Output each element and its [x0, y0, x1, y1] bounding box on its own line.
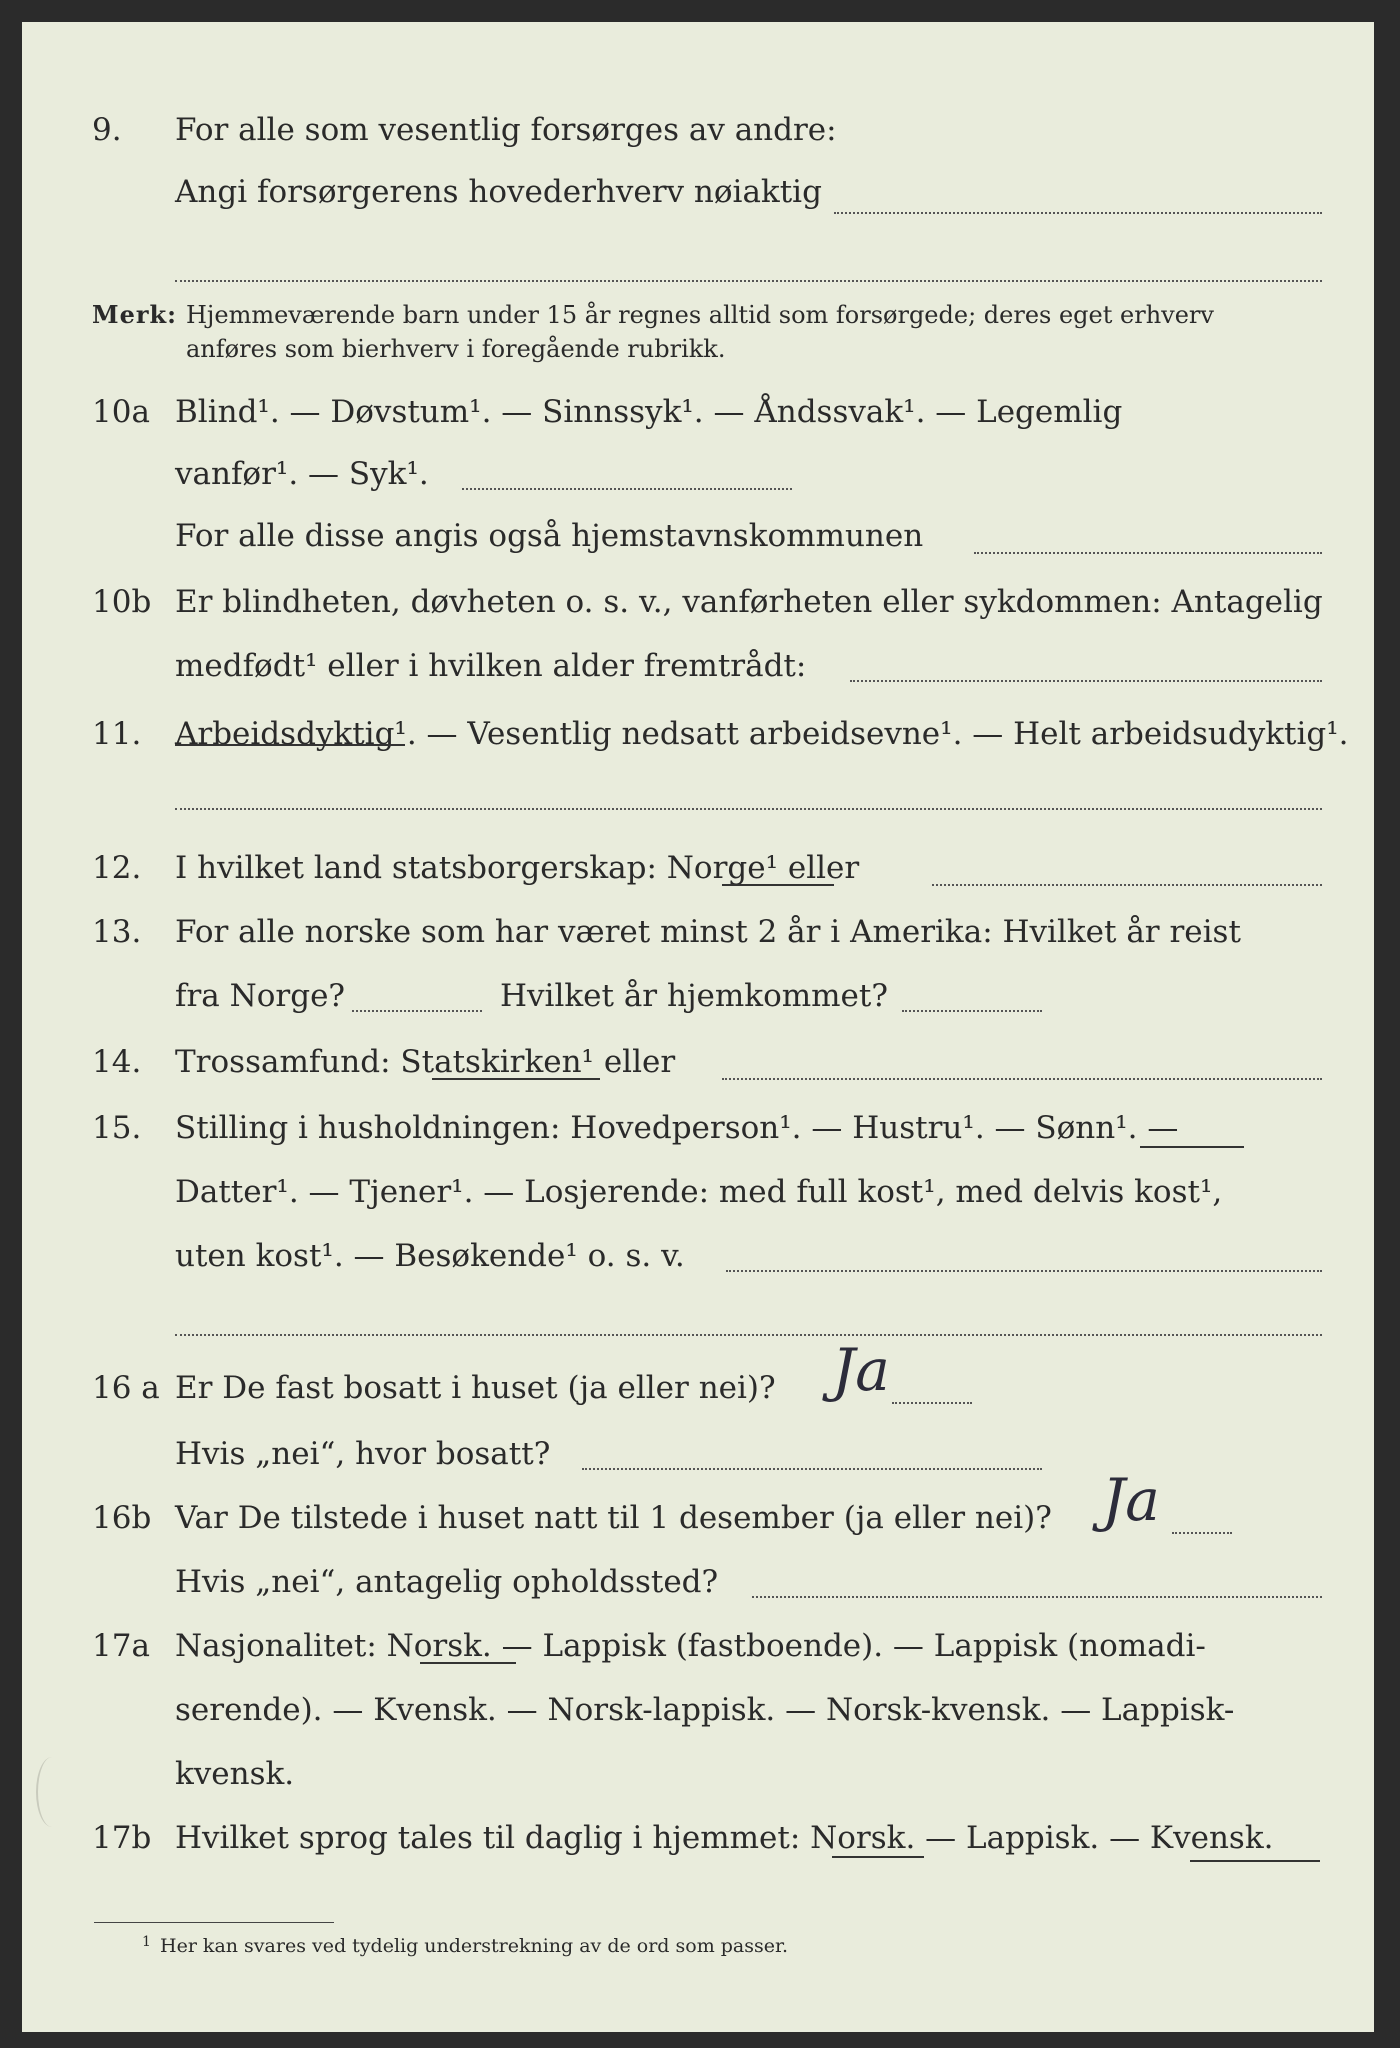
- question-number: 15.: [92, 1110, 142, 1146]
- question-text: uten kost¹. — Besøkende¹ o. s. v.: [175, 1238, 685, 1274]
- answer-field[interactable]: [834, 212, 1322, 214]
- question-text: Hvilket sprog tales til daglig i hjemmet: Norsk. — Lappisk. — Kvensk.: [175, 1820, 1274, 1856]
- question-text: fra Norge?: [175, 978, 346, 1014]
- question-text: Trossamfund: Statskirken¹ eller: [175, 1044, 676, 1080]
- answer-field[interactable]: [902, 1010, 1042, 1012]
- answer-field[interactable]: [352, 1010, 482, 1012]
- question-text: Angi forsørgerens hovederhverv nøiaktig: [175, 174, 822, 210]
- handwritten-answer: Ja: [832, 1336, 890, 1404]
- underline-mark: [1140, 1146, 1244, 1148]
- answer-field[interactable]: [462, 488, 792, 490]
- answer-field[interactable]: [722, 1078, 1322, 1080]
- question-text: For alle norske som har været minst 2 år i Amerika: Hvilket år reist: [175, 914, 1241, 950]
- question-number: 13.: [92, 914, 142, 950]
- answer-field[interactable]: [1172, 1532, 1232, 1534]
- question-number: 14.: [92, 1044, 142, 1080]
- underline-mark: [722, 884, 834, 886]
- note-text: anføres som bierhverv i foregående rubrikk.: [186, 335, 726, 363]
- margin-mark: [36, 1757, 68, 1827]
- answer-field[interactable]: [932, 884, 1322, 886]
- question-text: Er blindheten, døvheten o. s. v., vanførheten eller sykdommen: Antagelig: [175, 584, 1323, 620]
- question-text: Stilling i husholdningen: Hovedperson¹. — Hustru¹. — Sønn¹. —: [175, 1110, 1179, 1146]
- question-text: Hvilket år hjemkommet?: [500, 978, 888, 1014]
- footnote-mark: 1: [142, 1934, 151, 1950]
- question-number: 17b: [92, 1820, 152, 1856]
- question-number: 17a: [92, 1628, 150, 1664]
- question-text: Arbeidsdyktig¹. — Vesentlig nedsatt arbeidsevne¹. — Helt arbeidsudyktig¹.: [175, 716, 1349, 752]
- question-number: 10b: [92, 584, 152, 620]
- question-text: Nasjonalitet: Norsk. — Lappisk (fastboende). — Lappisk (nomadi-: [175, 1628, 1206, 1664]
- answer-field[interactable]: [175, 280, 1322, 282]
- question-number: 10a: [92, 394, 150, 430]
- question-text: For alle disse angis også hjemstavnskommunen: [175, 518, 924, 554]
- answer-field[interactable]: [974, 552, 1322, 554]
- question-text: Var De tilstede i huset natt til 1 desember (ja eller nei)?: [175, 1500, 1052, 1536]
- question-number: 16b: [92, 1500, 152, 1536]
- question-text: Er De fast bosatt i huset (ja eller nei)?: [175, 1370, 776, 1406]
- answer-field[interactable]: [726, 1270, 1322, 1272]
- question-text: kvensk.: [175, 1756, 295, 1792]
- answer-field[interactable]: [850, 680, 1322, 682]
- question-text: Hvis „nei“, hvor bosatt?: [175, 1436, 551, 1472]
- question-text: vanfør¹. — Syk¹.: [175, 456, 429, 492]
- question-number: 12.: [92, 850, 142, 886]
- question-text: I hvilket land statsborgerskap: Norge¹ eller: [175, 850, 860, 886]
- footnote-text: Her kan svares ved tydelig understrekning av de ord som passer.: [160, 1935, 789, 1957]
- footnote-rule: [94, 1922, 334, 1923]
- underline-mark: [1190, 1860, 1320, 1862]
- question-number: 16 a: [92, 1370, 160, 1406]
- underline-mark: [832, 1856, 924, 1858]
- answer-field[interactable]: [175, 1334, 1322, 1336]
- underline-mark: [432, 1078, 600, 1080]
- note-text: Hjemmeværende barn under 15 år regnes alltid som forsørgede; deres eget erhverv: [186, 301, 1214, 329]
- question-text: Hvis „nei“, antagelig opholdssted?: [175, 1564, 719, 1600]
- question-number: 11.: [92, 716, 142, 752]
- answer-field[interactable]: [752, 1596, 1322, 1598]
- answer-field[interactable]: [582, 1468, 1042, 1470]
- question-text: medfødt¹ eller i hvilken alder fremtrådt:: [175, 648, 807, 684]
- question-number: 9.: [92, 112, 122, 148]
- question-text: serende). — Kvensk. — Norsk-lappisk. — Norsk-kvensk. — Lappisk-: [175, 1692, 1235, 1728]
- strikethrough-mark: [175, 744, 405, 746]
- answer-field[interactable]: [892, 1402, 972, 1404]
- question-text: Datter¹. — Tjener¹. — Losjerende: med full kost¹, med delvis kost¹,: [175, 1174, 1223, 1210]
- handwritten-answer: Ja: [1102, 1466, 1160, 1534]
- census-form: [22, 22, 1374, 2032]
- note-label: Merk:: [92, 300, 177, 329]
- question-text: For alle som vesentlig forsørges av andre:: [175, 112, 837, 148]
- census-form-page: [22, 22, 1374, 2032]
- question-text: Blind¹. — Døvstum¹. — Sinnssyk¹. — Åndssvak¹. — Legemlig: [175, 394, 1123, 430]
- answer-field[interactable]: [175, 808, 1322, 810]
- underline-mark: [420, 1662, 516, 1664]
